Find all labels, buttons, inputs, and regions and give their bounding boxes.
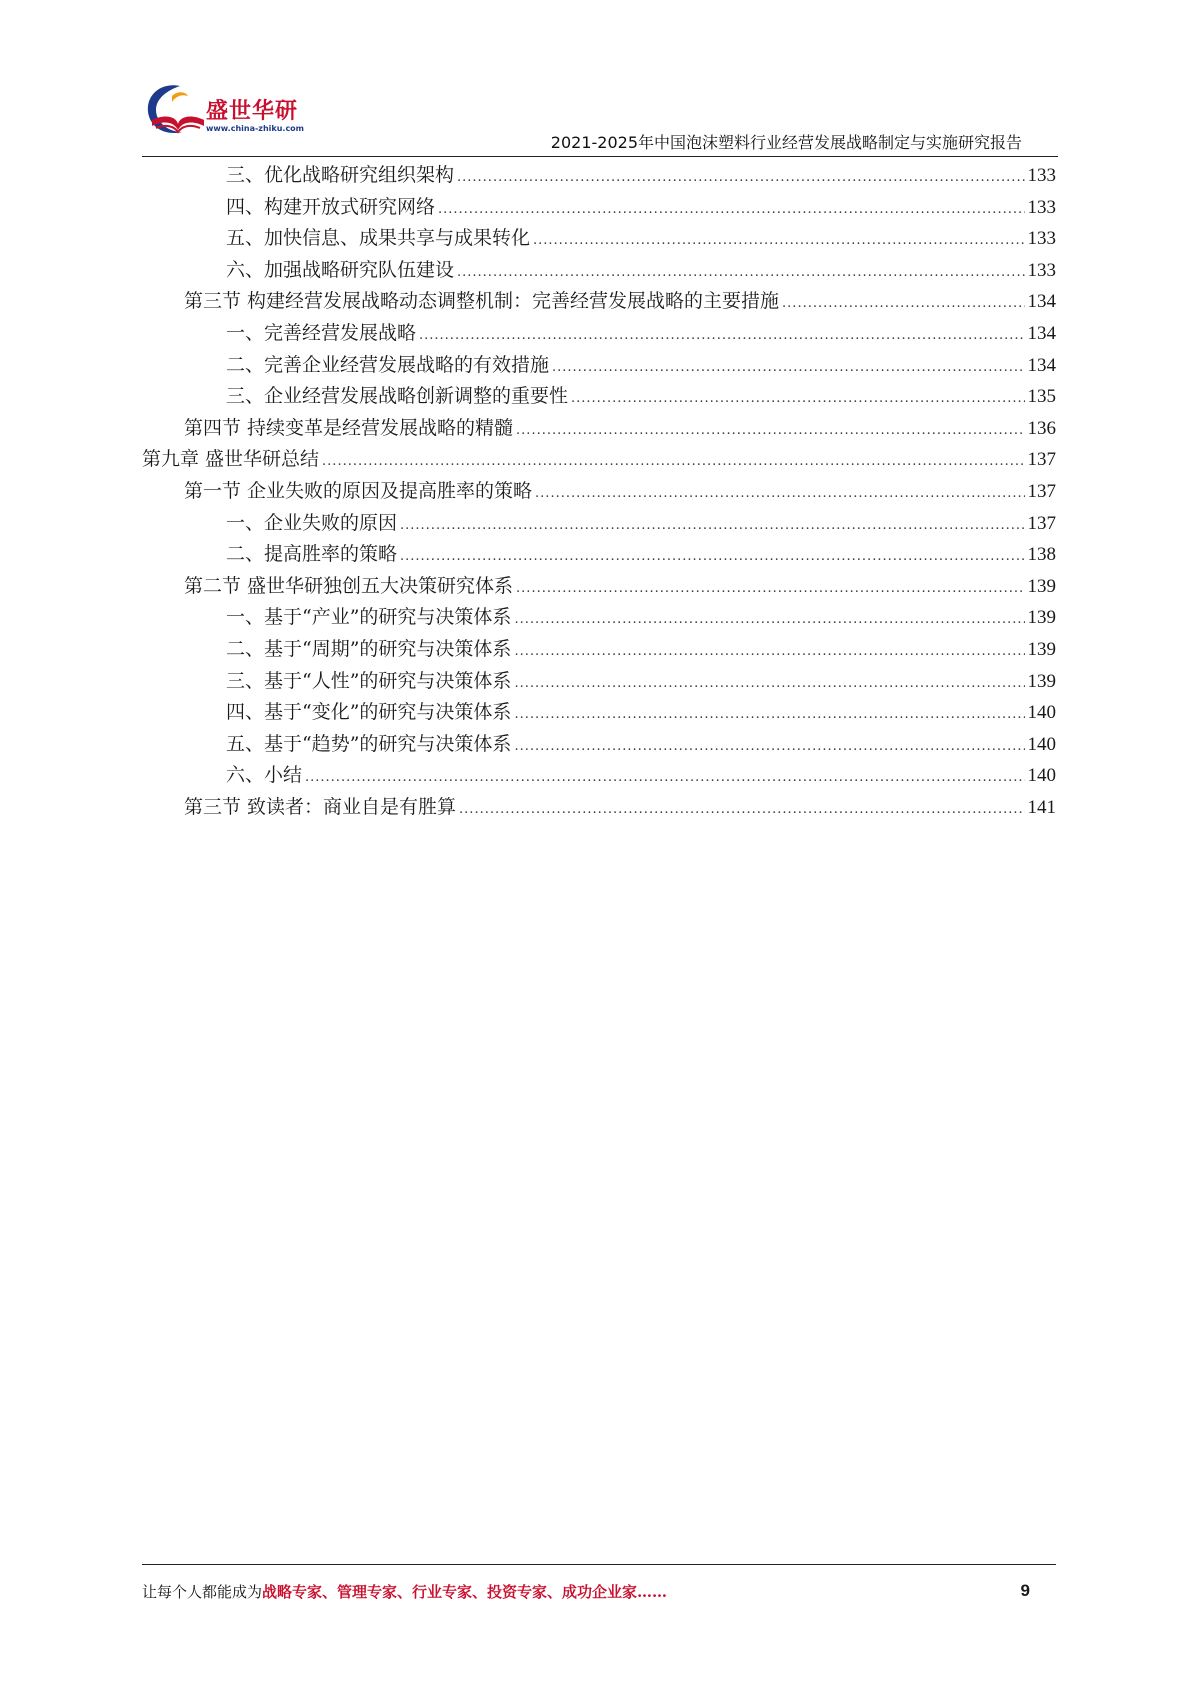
toc-entry-page: 139 [1027, 638, 1056, 660]
toc-entry[interactable] [142, 318, 1056, 350]
toc-entry-title: 一、完善经营发展战略 [226, 321, 417, 344]
toc-entry-page: 140 [1027, 733, 1056, 755]
toc-entry[interactable] [142, 792, 1056, 824]
toc-leader-dots [571, 383, 1024, 415]
page-header [142, 82, 1058, 162]
toc-entry-title: 第一节 企业失败的原因及提高胜率的策略 [184, 479, 533, 502]
toc-leader-dots [322, 446, 1024, 478]
toc-entry[interactable] [142, 381, 1056, 413]
page-footer [142, 1581, 1056, 1605]
toc-entry-page: 137 [1027, 449, 1056, 471]
toc-leader-dots [400, 541, 1024, 573]
toc-entry[interactable] [142, 571, 1056, 603]
toc-entry-title: 三、企业经营发展战略创新调整的重要性 [226, 385, 569, 408]
footer-divider [142, 1564, 1056, 1565]
toc-leader-dots [514, 699, 1024, 731]
logo-url: www.china-zhiku.com [206, 124, 305, 133]
toc-entry-title: 第三节 致读者：商业自是有胜算 [184, 795, 457, 818]
toc-entry-title: 二、基于“周期”的研究与决策体系 [226, 637, 512, 660]
toc-leader-dots [419, 320, 1024, 352]
toc-leader-dots [533, 225, 1024, 257]
toc-entry-title: 一、基于“产业”的研究与决策体系 [226, 606, 512, 629]
toc-leader-dots [782, 288, 1024, 320]
toc-entry-title: 二、完善企业经营发展战略的有效措施 [226, 353, 550, 376]
table-of-contents [142, 160, 1056, 823]
toc-entry[interactable] [142, 634, 1056, 666]
toc-entry[interactable] [142, 602, 1056, 634]
footer-slogan-prefix: 让每个人都能成为 [142, 1583, 263, 1601]
toc-entry-title: 一、企业失败的原因 [226, 511, 398, 534]
logo-name: 盛世华研 [206, 99, 299, 124]
toc-entry[interactable] [142, 192, 1056, 224]
toc-leader-dots [305, 762, 1024, 794]
toc-entry-page: 134 [1027, 322, 1056, 344]
toc-entry-title: 第二节 盛世华研独创五大决策研究体系 [184, 574, 514, 597]
toc-leader-dots [457, 162, 1024, 194]
toc-entry-page: 135 [1027, 386, 1056, 408]
toc-entry-title: 五、基于“趋势”的研究与决策体系 [226, 732, 512, 755]
company-logo [142, 82, 322, 152]
toc-leader-dots [514, 731, 1024, 763]
toc-leader-dots [514, 636, 1024, 668]
toc-entry[interactable] [142, 760, 1056, 792]
toc-leader-dots [514, 604, 1024, 636]
footer-slogan-accent: 战略专家、管理专家、行业专家、投资专家、成功企业家…… [262, 1583, 668, 1601]
toc-leader-dots [552, 352, 1024, 384]
page-number: 9 [1020, 1581, 1030, 1600]
toc-leader-dots [438, 194, 1024, 226]
toc-entry-title: 六、小结 [226, 764, 303, 787]
toc-entry[interactable] [142, 476, 1056, 508]
toc-entry[interactable] [142, 223, 1056, 255]
toc-entry-title: 第三节 构建经营发展战略动态调整机制：完善经营发展战略的主要措施 [184, 290, 780, 313]
toc-entry-title: 三、优化战略研究组织架构 [226, 164, 455, 186]
toc-entry-page: 137 [1027, 480, 1056, 502]
toc-entry-title: 三、基于“人性”的研究与决策体系 [226, 669, 512, 692]
toc-entry[interactable] [142, 413, 1056, 445]
toc-entry-page: 134 [1027, 291, 1056, 313]
toc-entry[interactable] [142, 666, 1056, 698]
toc-entry[interactable] [142, 444, 1056, 476]
toc-leader-dots [400, 510, 1024, 542]
toc-leader-dots [457, 257, 1024, 289]
logo-book-icon [142, 82, 206, 142]
report-title: 2021-2025年中国泡沫塑料行业经营发展战略制定与实施研究报告 [550, 133, 1022, 152]
toc-leader-dots [514, 668, 1024, 700]
toc-entry-page: 133 [1027, 196, 1056, 218]
toc-entry[interactable] [142, 697, 1056, 729]
toc-entry-page: 133 [1027, 259, 1056, 281]
toc-entry-page: 141 [1027, 796, 1056, 818]
toc-entry[interactable] [142, 539, 1056, 571]
toc-entry-page: 139 [1027, 670, 1056, 692]
toc-leader-dots [516, 415, 1024, 447]
toc-entry-page: 133 [1027, 228, 1056, 250]
toc-leader-dots [516, 573, 1024, 605]
toc-entry-page: 134 [1027, 354, 1056, 376]
toc-entry-page: 139 [1027, 607, 1056, 629]
toc-entry-page: 138 [1027, 544, 1056, 566]
toc-entry-page: 140 [1027, 765, 1056, 787]
toc-entry-title: 第四节 持续变革是经营发展战略的精髓 [184, 416, 514, 439]
toc-entry[interactable] [142, 286, 1056, 318]
toc-entry-page: 140 [1027, 702, 1056, 724]
toc-leader-dots [459, 794, 1024, 826]
toc-entry-page: 139 [1027, 575, 1056, 597]
toc-entry[interactable] [142, 508, 1056, 540]
header-divider [142, 156, 1058, 157]
toc-entry[interactable] [142, 160, 1056, 192]
toc-entry[interactable] [142, 350, 1056, 382]
toc-entry-page: 133 [1027, 165, 1056, 186]
toc-entry[interactable] [142, 255, 1056, 287]
toc-entry-page: 136 [1027, 417, 1056, 439]
toc-entry-title: 六、加强战略研究队伍建设 [226, 258, 455, 281]
toc-entry-page: 137 [1027, 512, 1056, 534]
toc-entry-title: 四、构建开放式研究网络 [226, 195, 436, 218]
toc-entry-title: 五、加快信息、成果共享与成果转化 [226, 227, 531, 250]
toc-entry-title: 四、基于“变化”的研究与决策体系 [226, 701, 512, 724]
toc-entry-title: 二、提高胜率的策略 [226, 543, 398, 566]
toc-entry[interactable] [142, 729, 1056, 761]
toc-leader-dots [535, 478, 1024, 510]
toc-entry-title: 第九章 盛世华研总结 [142, 448, 320, 471]
